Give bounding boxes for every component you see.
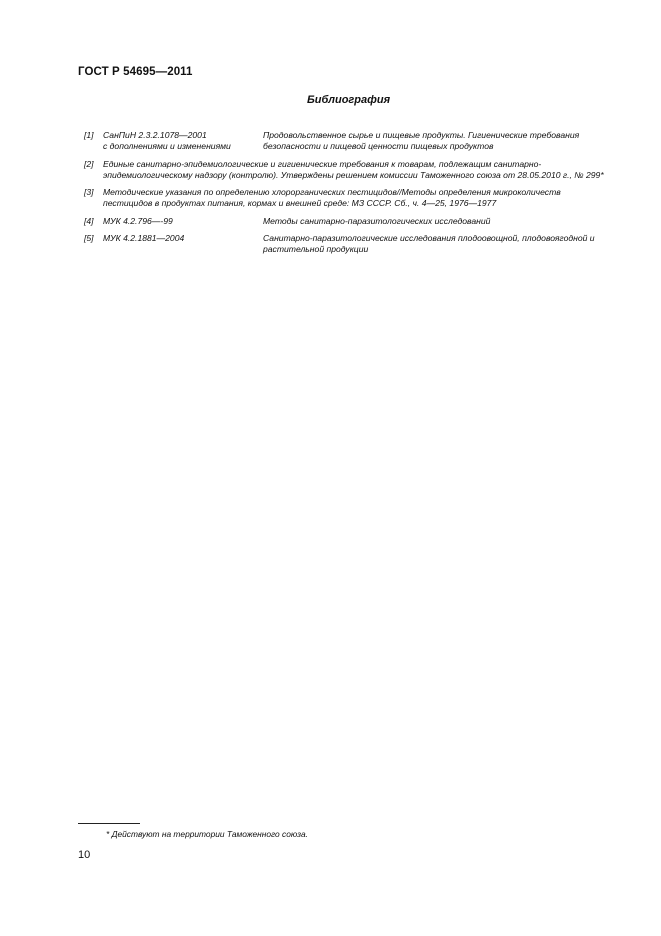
entry-description: Продовольственное сырье и пищевые продукты. Гигиенические требования безопасности и пищевой ценности пищевых продуктов (263, 130, 580, 151)
entry-source (103, 233, 263, 255)
entry-number: [3] (84, 187, 94, 197)
page-number: 10 (78, 849, 91, 861)
entry-number: [5] (84, 233, 94, 243)
bibliography-entry-4 (84, 216, 610, 227)
bibliography-entry-1 (84, 130, 610, 152)
entry-description: Методы санитарно-паразитологических исследований (263, 215, 491, 226)
entry-source-line: с дополнениями и изменениями (103, 141, 231, 151)
entry-source (103, 216, 263, 227)
entry-source-line: МУК 4.2.796—-99 (103, 215, 173, 226)
entry-number: [4] (84, 215, 94, 226)
footnote-divider (78, 823, 140, 824)
footnote: * Действуют на территории Таможенного союза. (106, 829, 308, 839)
entry-number: [1] (84, 130, 94, 140)
bibliography-entry-2 (84, 159, 610, 181)
bibliography-entry-3 (84, 187, 610, 209)
entry-number: [2] (84, 158, 94, 169)
document-header: ГОСТ Р 54695—2011 (78, 66, 193, 78)
entry-source-line: СанПиН 2.3.2.1078—2001 (103, 130, 207, 140)
entry-description: Санитарно-паразитологические исследования плодоовощной, плодовоягодной и растительной продукции (263, 233, 595, 254)
entry-source (103, 130, 263, 152)
bibliography-list (84, 130, 610, 262)
entry-source-line: МУК 4.2.1881—2004 (103, 233, 185, 243)
bibliography-entry-5 (84, 233, 610, 255)
entry-full-text: Единые санитарно-эпидемиологические и гигиенические требования к товарам, подлежащим санитарно-эпидемиологическому надзору (контролю). Утверждены решением комиссии Таможенного союза от 28.05.2010 г., № 299* (103, 158, 604, 180)
section-title: Библиография (306, 94, 391, 106)
entry-full-text: Методические указания по определению хлорорганических пестицидов//Методы определения микроколичеств пестицидов в продуктах питания, кормах и внешней среде: МЗ СССР. Сб., ч. 4—25, 1976—1977 (103, 187, 561, 208)
